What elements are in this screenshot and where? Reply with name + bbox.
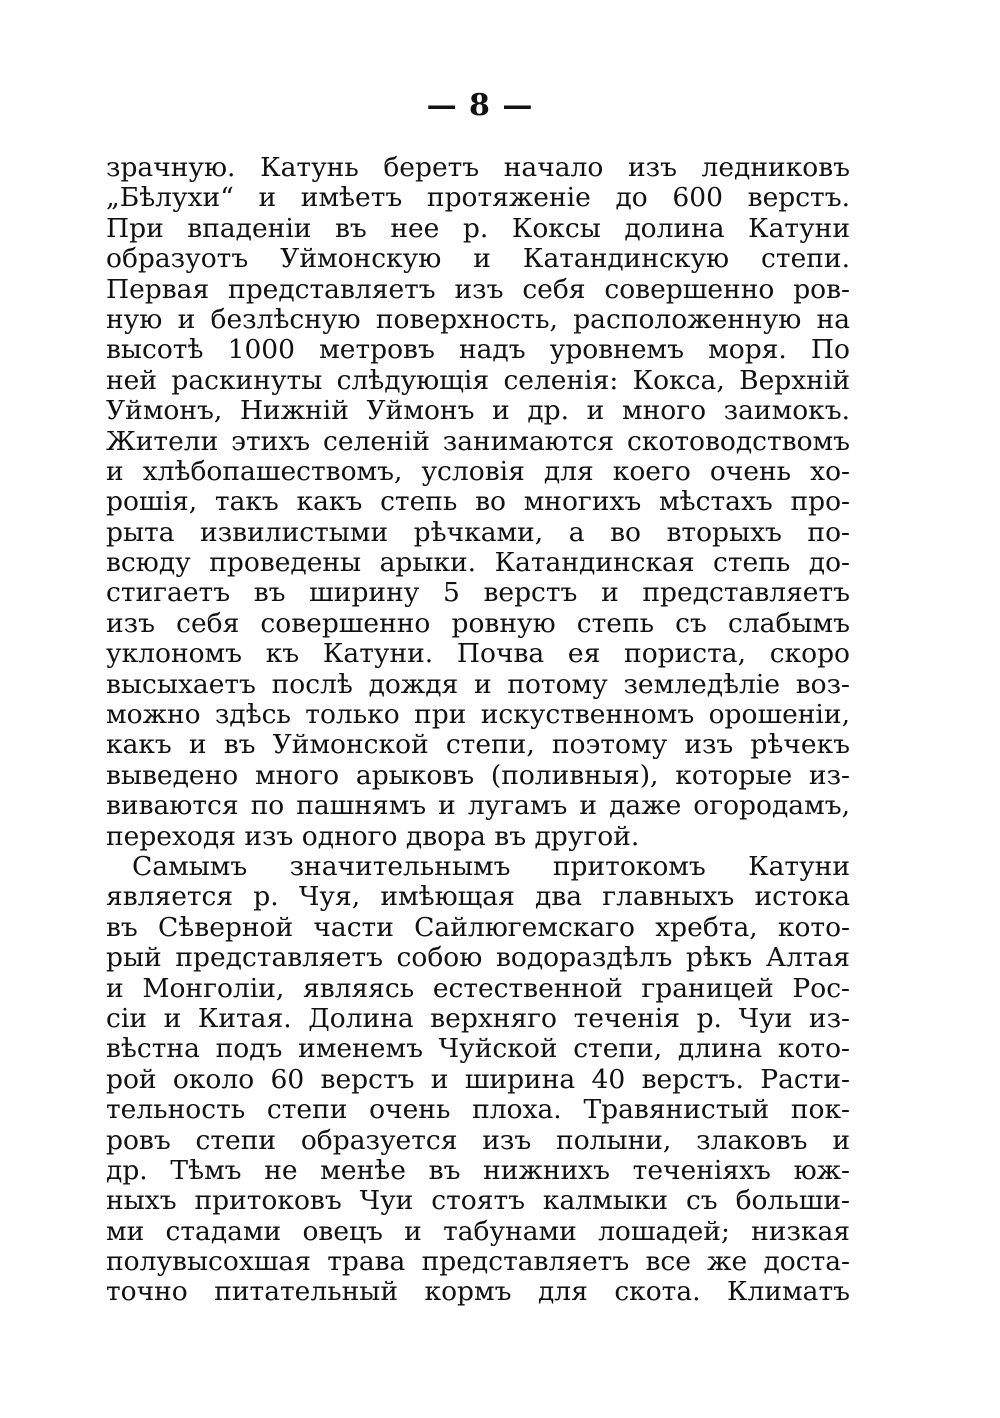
text-line: образуотъ Уймонскую и Катандинскую степи. [106,243,850,275]
text-line: высотѣ 1000 метровъ надъ уровнемъ моря. По [106,334,850,366]
text-line: ней раскинуты слѣдующія селенія: Кокса, Верхній [106,364,850,396]
text-line: ми стадами овецъ и табунами лошадей; низкая [106,1215,850,1247]
text-line: и хлѣбопашествомъ, условія для коего очень хо- [106,455,850,487]
text-line: и Монголіи, являясь естественной границей Рос- [106,972,850,1004]
text-line: „Бѣлухи“ и имѣетъ протяженіе до 600 верстъ. [106,182,850,214]
text-line: рыта извилистыми рѣчками, а во вторыхъ по- [106,516,850,548]
text-line: уклономъ къ Катуни. Почва ея пориста, скоро [106,638,850,670]
text-line: въ Сѣверной части Сайлюгемскаго хребта, кото- [106,911,850,943]
paragraph-end-line: переходя изъ одного двора въ другой. [106,820,640,852]
text-line: выведено много арыковъ (поливныя), которые из- [106,759,850,791]
body-text [106,153,850,1308]
text-line: рой около 60 верстъ и ширина 40 верстъ. Расти- [106,1063,850,1095]
text-line: При впаденіи въ нее р. Коксы долина Катуни [106,212,850,244]
text-line: какъ и въ Уймонской степи, поэтому изъ рѣчекъ [106,729,850,761]
text-line: тельность степи очень плоха. Травянистый пок- [106,1094,850,1126]
text-line: др. Тѣмъ не менѣе въ нижнихъ теченіяхъ юж- [106,1154,850,1186]
text-line: можно здѣсь только при искуственномъ орошеніи, [106,699,850,731]
text-line: высыхаетъ послѣ дождя и потому земледѣліе воз- [106,668,850,700]
text-line: рый представляетъ собою водораздѣлъ рѣкъ Алтая [106,942,850,974]
text-line: точно питательный кормъ для скота. Климатъ [106,1276,850,1308]
text-line: ную и безлѣсную поверхность, расположенную на [106,303,850,335]
paragraph-start-line: Самымъ значительнымъ притокомъ Катуни [132,850,850,882]
text-line: сіи и Китая. Долина верхняго теченія р. Чуи из- [106,1002,850,1034]
text-line: вѣстна подъ именемъ Чуйской степи, длина кото- [106,1033,850,1065]
text-line: Первая представляетъ изъ себя совершенно ров- [106,273,850,305]
text-line: стигаетъ въ ширину 5 верстъ и представляетъ [106,577,850,609]
text-line: ныхъ притоковъ Чуи стоятъ калмыки съ больши- [106,1185,850,1217]
text-line: всюду проведены арыки. Катандинская степь до- [106,547,850,579]
text-line: ровъ степи образуется изъ полыни, злаковъ и [106,1124,850,1156]
text-line: полувысохшая трава представляетъ все же доста- [106,1246,850,1278]
page-number: — 8 — [426,88,534,123]
text-line: виваются по пашнямъ и лугамъ и даже огородамъ, [106,790,850,822]
text-line: изъ себя совершенно ровную степь съ слабымъ [106,607,850,639]
text-line: Уймонъ, Нижній Уймонъ и др. и много заимокъ. [106,395,850,427]
text-line: зрачную. Катунь беретъ начало изъ ледниковъ [106,152,850,183]
text-line: является р. Чуя, имѣющая два главныхъ истока [106,881,850,913]
text-line: Жители этихъ селеній занимаются скотоводствомъ [106,425,850,457]
text-line: рошія, такъ какъ степь во многихъ мѣстахъ про- [106,486,850,518]
